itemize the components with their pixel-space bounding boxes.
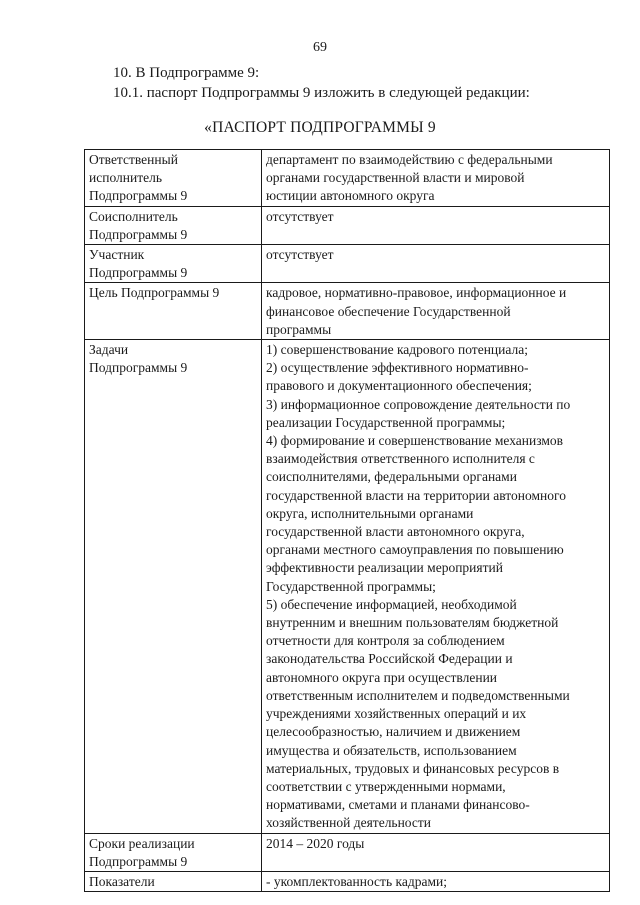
- table-row: [85, 206, 610, 244]
- row-label-line: Задачи: [89, 342, 129, 358]
- passport-table: [84, 149, 610, 892]
- row-value-line: 2014 – 2020 годы: [266, 835, 365, 851]
- row-label-cell: [85, 871, 262, 891]
- row-value-line: департамент по взаимодействию с федеральными: [266, 152, 553, 167]
- row-label-cell: [85, 245, 262, 283]
- row-value-line: целесообразностью, наличием и движением: [266, 724, 521, 740]
- table-row: [85, 340, 610, 833]
- row-label-cell: [85, 833, 262, 871]
- row-label-line: Цель Подпрограммы 9: [89, 285, 220, 301]
- row-value-line: автономного округа при осуществлении: [266, 669, 498, 685]
- row-value-cell: [262, 340, 610, 833]
- row-label-line: Соисполнитель: [89, 208, 178, 224]
- row-value-line: отсутствует: [266, 208, 334, 224]
- row-value-line: кадровое, нормативно-правовое, информационное и: [266, 285, 567, 301]
- row-value-line: финансовое обеспечение Государственной: [266, 303, 511, 319]
- row-value-line: органами местного самоуправления по повышению: [266, 542, 564, 558]
- row-value-line: программы: [266, 321, 332, 337]
- row-value-cell: [262, 283, 610, 340]
- table-row: [85, 245, 610, 283]
- row-value-line: государственной власти на территории автономного: [266, 487, 566, 503]
- row-value-line: нормативами, сметами и планами финансово-: [266, 797, 530, 813]
- row-value-line: отсутствует: [266, 247, 334, 263]
- row-value-line: юстиции автономного округа: [266, 188, 435, 204]
- row-label-line: Сроки реализации: [89, 835, 195, 851]
- row-value-line: хозяйственной деятельности: [266, 815, 432, 831]
- row-value-line: отчетности для контроля за соблюдением: [266, 633, 505, 649]
- row-label-line: Участник: [89, 247, 145, 263]
- row-value-line: 3) информационное сопровождение деятельности по: [266, 396, 571, 412]
- row-value-line: правового и документационного обеспечения;: [266, 378, 532, 394]
- row-label-cell: [85, 206, 262, 244]
- row-value-line: Государственной программы;: [266, 578, 436, 594]
- row-value-line: 4) формирование и совершенствование механизмов: [266, 433, 564, 449]
- row-value-line: внутренним и внешним пользователям бюджетной: [266, 615, 559, 631]
- row-value-line: 5) обеспечение информацией, необходимой: [266, 596, 517, 612]
- table-row: [85, 283, 610, 340]
- passport-title: «ПАСПОРТ ПОДПРОГРАММЫ 9: [204, 119, 436, 136]
- row-value-line: взаимодействия ответственного исполнителя с: [266, 451, 535, 467]
- row-value-line: соответствии с утвержденными нормами,: [266, 778, 506, 794]
- row-label-line: Ответственный: [89, 152, 178, 167]
- row-value-line: материальных, трудовых и финансовых ресурсов в: [266, 760, 560, 776]
- row-label-cell: [85, 150, 262, 207]
- row-value-line: государственной власти автономного округа,: [266, 524, 525, 540]
- row-value-line: органами государственной власти и мировой: [266, 170, 525, 186]
- row-label-line: Подпрограммы 9: [89, 226, 188, 242]
- row-value-line: учреждениями хозяйственных операций и их: [266, 706, 527, 722]
- table-row: [85, 150, 610, 207]
- table-row: [85, 871, 610, 891]
- intro-line-2: 10.1. паспорт Подпрограммы 9 изложить в следующей редакции:: [113, 85, 530, 101]
- row-value-line: округа, исполнительными органами: [266, 505, 474, 521]
- row-label-line: исполнитель: [89, 170, 162, 186]
- passport-table-body: [85, 150, 610, 892]
- row-value-line: законодательства Российской Федерации и: [266, 651, 513, 667]
- row-label-line: Подпрограммы 9: [89, 360, 188, 376]
- row-value-line: соисполнителями, федеральными органами: [266, 469, 517, 485]
- row-value-line: имущества и обязательств, использованием: [266, 742, 517, 758]
- row-value-line: 2) осуществление эффективного нормативно-: [266, 360, 529, 376]
- page-number: 69: [313, 40, 327, 55]
- row-label-line: Подпрограммы 9: [89, 265, 188, 281]
- row-value-cell: [262, 833, 610, 871]
- row-value-cell: [262, 245, 610, 283]
- intro-line-1: 10. В Подпрограмме 9:: [113, 65, 260, 81]
- row-value-line: 1) совершенствование кадрового потенциала;: [266, 342, 528, 358]
- row-value-line: - укомплектованность кадрами;: [266, 873, 447, 889]
- row-value-line: эффективности реализации мероприятий: [266, 560, 503, 576]
- table-row: [85, 833, 610, 871]
- row-label-cell: [85, 283, 262, 340]
- row-value-cell: [262, 871, 610, 891]
- row-value-line: ответственным исполнителем и подведомственными: [266, 687, 570, 703]
- row-label-cell: [85, 340, 262, 833]
- row-label-line: Подпрограммы 9: [89, 188, 188, 204]
- row-value-cell: [262, 150, 610, 207]
- row-label-line: Подпрограммы 9: [89, 853, 188, 869]
- row-value-cell: [262, 206, 610, 244]
- row-label-line: Показатели: [89, 873, 155, 889]
- row-value-line: реализации Государственной программы;: [266, 414, 506, 430]
